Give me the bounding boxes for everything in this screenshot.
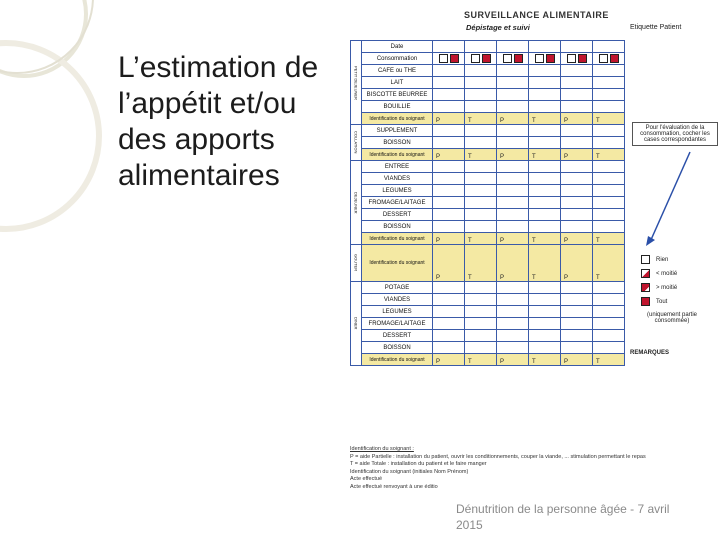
checkbox-icon[interactable] <box>535 54 544 63</box>
aid-letter: P <box>500 154 505 160</box>
grid-cell[interactable] <box>529 294 561 306</box>
grid-cell[interactable] <box>497 53 529 65</box>
grid-cell[interactable] <box>561 221 593 233</box>
legend-item: > moitié <box>640 282 677 293</box>
grid-cell[interactable] <box>433 41 465 53</box>
grid-cell[interactable] <box>593 233 625 245</box>
aid-letter: P <box>500 238 505 244</box>
grid-cell[interactable] <box>497 330 529 342</box>
grid-cell[interactable] <box>433 197 465 209</box>
legend-item: < moitié <box>640 268 677 279</box>
aid-letter: P <box>436 118 441 124</box>
table-row <box>351 41 625 53</box>
grid-cell[interactable] <box>561 318 593 330</box>
grid-cell[interactable] <box>465 185 497 197</box>
form-title: SURVEILLANCE ALIMENTAIRE <box>464 10 609 20</box>
grid-cell[interactable] <box>433 354 465 366</box>
grid-cell[interactable] <box>433 77 465 89</box>
table-row <box>351 101 625 113</box>
grid-cell[interactable] <box>497 245 529 282</box>
grid-cell[interactable] <box>561 342 593 354</box>
grid-cell[interactable] <box>433 173 465 185</box>
legend-item: Rien <box>640 254 668 265</box>
grid-cell[interactable] <box>561 113 593 125</box>
grid-cell[interactable] <box>529 185 561 197</box>
grid-cell[interactable] <box>561 161 593 173</box>
grid-cell[interactable] <box>561 197 593 209</box>
grid-cell[interactable] <box>529 161 561 173</box>
aid-letter: T <box>532 118 536 124</box>
grid-cell[interactable] <box>593 113 625 125</box>
table-row <box>351 125 625 137</box>
table-row <box>351 354 625 366</box>
row-label: DESSERT <box>362 330 433 342</box>
table-row <box>351 77 625 89</box>
section-side-label: DINER <box>351 282 362 366</box>
grid-cell[interactable] <box>465 294 497 306</box>
row-label: SUPPLEMENT <box>362 125 433 137</box>
grid-cell[interactable] <box>593 101 625 113</box>
grid-cell[interactable] <box>529 233 561 245</box>
grid-cell[interactable] <box>593 185 625 197</box>
grid-cell[interactable] <box>593 197 625 209</box>
aid-letter: P <box>564 154 569 160</box>
table-row <box>351 65 625 77</box>
grid-cell[interactable] <box>497 125 529 137</box>
grid-cell[interactable] <box>497 65 529 77</box>
table-row <box>351 113 625 125</box>
row-label: Identification du soignant <box>362 113 433 125</box>
grid-cell[interactable] <box>561 233 593 245</box>
grid-cell[interactable] <box>561 354 593 366</box>
row-label: Identification du soignant <box>362 149 433 161</box>
row-label: FROMAGE/LAITAGE <box>362 197 433 209</box>
grid-cell[interactable] <box>497 282 529 294</box>
grid-cell[interactable] <box>497 101 529 113</box>
row-label: VIANDES <box>362 173 433 185</box>
food-intake-grid <box>350 40 625 366</box>
legend-item: Tout <box>640 296 667 307</box>
row-label: BISCOTTE BEURREE <box>362 89 433 101</box>
section-side-label: PETIT DEJEUNER <box>351 41 362 125</box>
grid-cell[interactable] <box>465 89 497 101</box>
grid-cell[interactable] <box>561 53 593 65</box>
grid-cell[interactable] <box>465 65 497 77</box>
grid-cell[interactable] <box>561 306 593 318</box>
table-row <box>351 282 625 294</box>
grid-cell[interactable] <box>497 306 529 318</box>
grid-cell[interactable] <box>433 330 465 342</box>
row-label: FROMAGE/LAITAGE <box>362 318 433 330</box>
aid-letter: P <box>564 118 569 124</box>
table-row <box>351 53 625 65</box>
grid-cell[interactable] <box>529 354 561 366</box>
section-side-label: GOUTER <box>351 245 362 282</box>
grid-cell[interactable] <box>433 221 465 233</box>
checkbox-icon[interactable] <box>578 54 587 63</box>
grid-cell[interactable] <box>593 318 625 330</box>
checkbox-icon[interactable] <box>482 54 491 63</box>
form-notes: Identification du soignant : P = aide Partielle : installation du patient, ouvrir les conditionnements, couper la viande, ... stimulation permettant le repas T = aide Totale : installation du patient et le faire manger Identification du soignant (initiales Nom Prénom) Acte effectué Acte effectué renvoyant à une éditio <box>350 446 646 490</box>
grid-cell[interactable] <box>529 53 561 65</box>
table-row <box>351 245 625 282</box>
grid-cell[interactable] <box>465 137 497 149</box>
grid-cell[interactable] <box>593 149 625 161</box>
row-label: CAFE ou THE <box>362 65 433 77</box>
grid-cell[interactable] <box>433 209 465 221</box>
grid-cell[interactable] <box>593 41 625 53</box>
grid-cell[interactable] <box>593 282 625 294</box>
grid-cell[interactable] <box>433 185 465 197</box>
grid-cell[interactable] <box>497 197 529 209</box>
grid-cell[interactable] <box>465 282 497 294</box>
grid-cell[interactable] <box>433 342 465 354</box>
aid-letter: T <box>596 359 600 365</box>
grid-cell[interactable] <box>529 149 561 161</box>
form-image <box>340 0 720 500</box>
row-label: Date <box>362 41 433 53</box>
section-side-label: COLLATION <box>351 125 362 161</box>
table-row <box>351 342 625 354</box>
grid-cell[interactable] <box>529 125 561 137</box>
row-label: LAIT <box>362 77 433 89</box>
row-label: VIANDES <box>362 294 433 306</box>
grid-cell[interactable] <box>465 233 497 245</box>
grid-cell[interactable] <box>593 306 625 318</box>
grid-cell[interactable] <box>433 137 465 149</box>
grid-cell[interactable] <box>465 354 497 366</box>
remarks-label: REMARQUES <box>630 350 670 356</box>
checkbox-icon[interactable] <box>503 54 512 63</box>
grid-cell[interactable] <box>529 77 561 89</box>
aid-letter: P <box>436 154 441 160</box>
grid-cell[interactable] <box>497 89 529 101</box>
grid-cell[interactable] <box>593 89 625 101</box>
grid-cell[interactable] <box>433 89 465 101</box>
grid-cell[interactable] <box>465 101 497 113</box>
arrow-icon <box>640 150 700 250</box>
table-row <box>351 197 625 209</box>
grid-cell[interactable] <box>593 65 625 77</box>
aid-letter: T <box>596 118 600 124</box>
row-label: LEGUMES <box>362 185 433 197</box>
grid-cell[interactable] <box>529 306 561 318</box>
checkbox-icon[interactable] <box>471 54 480 63</box>
grid-cell[interactable] <box>497 113 529 125</box>
grid-cell[interactable] <box>529 209 561 221</box>
aid-letter: T <box>468 118 472 124</box>
full-box-icon <box>641 297 650 306</box>
table-row <box>351 294 625 306</box>
checkbox-icon[interactable] <box>450 54 459 63</box>
aid-letter: P <box>564 359 569 365</box>
table-row <box>351 221 625 233</box>
row-label: BOISSON <box>362 221 433 233</box>
row-label: BOISSON <box>362 137 433 149</box>
slide-title: L’estimation de l’appétit et/ou des apports alimentaires <box>118 51 319 192</box>
grid-cell[interactable] <box>593 342 625 354</box>
table-row <box>351 318 625 330</box>
aid-letter: T <box>532 275 536 281</box>
grid-cell[interactable] <box>529 65 561 77</box>
aid-letter: P <box>500 118 505 124</box>
grid-cell[interactable] <box>529 245 561 282</box>
grid-cell[interactable] <box>465 197 497 209</box>
table-row <box>351 185 625 197</box>
patient-label: Etiquette Patient <box>630 24 682 31</box>
grid-cell[interactable] <box>561 137 593 149</box>
row-label: ENTREE <box>362 161 433 173</box>
grid-cell[interactable] <box>465 113 497 125</box>
grid-cell[interactable] <box>593 294 625 306</box>
aid-letter: P <box>564 238 569 244</box>
grid-cell[interactable] <box>497 318 529 330</box>
grid-cell[interactable] <box>561 185 593 197</box>
aid-letter: P <box>436 238 441 244</box>
grid-cell[interactable] <box>593 173 625 185</box>
grid-cell[interactable] <box>561 282 593 294</box>
grid-cell[interactable] <box>497 185 529 197</box>
checkbox-icon[interactable] <box>610 54 619 63</box>
grid-cell[interactable] <box>593 53 625 65</box>
grid-cell[interactable] <box>433 161 465 173</box>
slide-footer: Dénutrition de la personne âgée - 7 avril 2015 <box>456 502 670 532</box>
grid-cell[interactable] <box>497 354 529 366</box>
grid-cell[interactable] <box>433 233 465 245</box>
grid-cell[interactable] <box>465 306 497 318</box>
grid-cell[interactable] <box>593 245 625 282</box>
grid-cell[interactable] <box>465 53 497 65</box>
row-label: BOISSON <box>362 342 433 354</box>
grid-cell[interactable] <box>561 294 593 306</box>
grid-cell[interactable] <box>593 221 625 233</box>
grid-cell[interactable] <box>497 161 529 173</box>
grid-cell[interactable] <box>561 41 593 53</box>
decor-circle <box>0 0 94 74</box>
checkbox-icon[interactable] <box>514 54 523 63</box>
grid-cell[interactable] <box>529 197 561 209</box>
grid-cell[interactable] <box>497 149 529 161</box>
aid-letter: T <box>532 359 536 365</box>
checkbox-icon[interactable] <box>599 54 608 63</box>
grid-cell[interactable] <box>561 77 593 89</box>
aid-letter: P <box>436 275 441 281</box>
grid-cell[interactable] <box>529 173 561 185</box>
grid-cell[interactable] <box>561 173 593 185</box>
grid-cell[interactable] <box>529 137 561 149</box>
aid-letter: T <box>596 154 600 160</box>
grid-cell[interactable] <box>433 65 465 77</box>
table-row <box>351 306 625 318</box>
grid-cell[interactable] <box>465 342 497 354</box>
aid-letter: P <box>564 275 569 281</box>
grid-cell[interactable] <box>593 209 625 221</box>
row-label: Identification du soignant <box>362 245 433 282</box>
grid-cell[interactable] <box>593 161 625 173</box>
table-row <box>351 173 625 185</box>
row-label: BOUILLIE <box>362 101 433 113</box>
grid-cell[interactable] <box>465 318 497 330</box>
grid-cell[interactable] <box>561 101 593 113</box>
quarter-box-icon <box>641 269 650 278</box>
table-row <box>351 149 625 161</box>
table-row <box>351 89 625 101</box>
grid-cell[interactable] <box>529 113 561 125</box>
grid-cell[interactable] <box>593 354 625 366</box>
grid-cell[interactable] <box>529 330 561 342</box>
grid-cell[interactable] <box>529 282 561 294</box>
section-side-label: DEJEUNER <box>351 161 362 245</box>
grid-cell[interactable] <box>561 65 593 77</box>
grid-cell[interactable] <box>529 101 561 113</box>
form-subtitle: Dépistage et suivi <box>466 23 530 32</box>
table-row <box>351 137 625 149</box>
grid-cell[interactable] <box>433 101 465 113</box>
grid-cell[interactable] <box>529 342 561 354</box>
checkbox-icon[interactable] <box>439 54 448 63</box>
grid-cell[interactable] <box>497 221 529 233</box>
aid-letter: P <box>500 275 505 281</box>
aid-letter: T <box>468 359 472 365</box>
aid-letter: T <box>468 154 472 160</box>
grid-cell[interactable] <box>529 221 561 233</box>
grid-cell[interactable] <box>497 233 529 245</box>
grid-cell[interactable] <box>593 125 625 137</box>
grid-cell[interactable] <box>561 89 593 101</box>
grid-cell[interactable] <box>465 221 497 233</box>
aid-letter: T <box>532 238 536 244</box>
row-label: LEGUMES <box>362 306 433 318</box>
grid-cell[interactable] <box>465 125 497 137</box>
grid-cell[interactable] <box>593 77 625 89</box>
grid-cell[interactable] <box>529 41 561 53</box>
grid-cell[interactable] <box>433 53 465 65</box>
row-label: Identification du soignant <box>362 354 433 366</box>
grid-cell[interactable] <box>561 125 593 137</box>
grid-cell[interactable] <box>561 330 593 342</box>
grid-cell[interactable] <box>497 137 529 149</box>
row-label: Consommation <box>362 53 433 65</box>
aid-letter: T <box>596 275 600 281</box>
grid-cell[interactable] <box>529 318 561 330</box>
empty-box-icon <box>641 255 650 264</box>
grid-cell[interactable] <box>465 245 497 282</box>
grid-cell[interactable] <box>465 173 497 185</box>
grid-cell[interactable] <box>497 294 529 306</box>
half-box-icon <box>641 283 650 292</box>
grid-cell[interactable] <box>465 209 497 221</box>
legend-evaluation: Pour l'évaluation de la consommation, cocher les cases correspondantes <box>632 122 718 146</box>
aid-letter: P <box>436 359 441 365</box>
legend-note: (uniquement partie consommée) <box>646 312 698 324</box>
grid-cell[interactable] <box>433 294 465 306</box>
grid-cell[interactable] <box>497 173 529 185</box>
row-label: DESSERT <box>362 209 433 221</box>
grid-cell[interactable] <box>561 149 593 161</box>
grid-cell[interactable] <box>465 41 497 53</box>
row-label: POTAGE <box>362 282 433 294</box>
grid-cell[interactable] <box>465 77 497 89</box>
grid-cell[interactable] <box>497 342 529 354</box>
grid-cell[interactable] <box>433 306 465 318</box>
grid-cell[interactable] <box>497 41 529 53</box>
grid-cell[interactable] <box>433 245 465 282</box>
checkbox-icon[interactable] <box>567 54 576 63</box>
grid-cell[interactable] <box>433 113 465 125</box>
grid-cell[interactable] <box>465 149 497 161</box>
checkbox-icon[interactable] <box>546 54 555 63</box>
aid-letter: T <box>468 275 472 281</box>
table-row <box>351 161 625 173</box>
row-label: Identification du soignant <box>362 233 433 245</box>
table-row <box>351 209 625 221</box>
grid-cell[interactable] <box>529 89 561 101</box>
aid-letter: T <box>596 238 600 244</box>
table-row <box>351 233 625 245</box>
grid-cell[interactable] <box>561 209 593 221</box>
grid-cell[interactable] <box>433 149 465 161</box>
grid-cell[interactable] <box>465 161 497 173</box>
grid-cell[interactable] <box>465 330 497 342</box>
grid-cell[interactable] <box>433 318 465 330</box>
grid-cell[interactable] <box>433 282 465 294</box>
aid-letter: T <box>468 238 472 244</box>
table-row <box>351 330 625 342</box>
grid-cell[interactable] <box>561 245 593 282</box>
grid-cell[interactable] <box>497 209 529 221</box>
aid-letter: T <box>532 154 536 160</box>
grid-cell[interactable] <box>593 330 625 342</box>
grid-cell[interactable] <box>497 77 529 89</box>
aid-letter: P <box>500 359 505 365</box>
grid-cell[interactable] <box>593 137 625 149</box>
grid-cell[interactable] <box>433 125 465 137</box>
